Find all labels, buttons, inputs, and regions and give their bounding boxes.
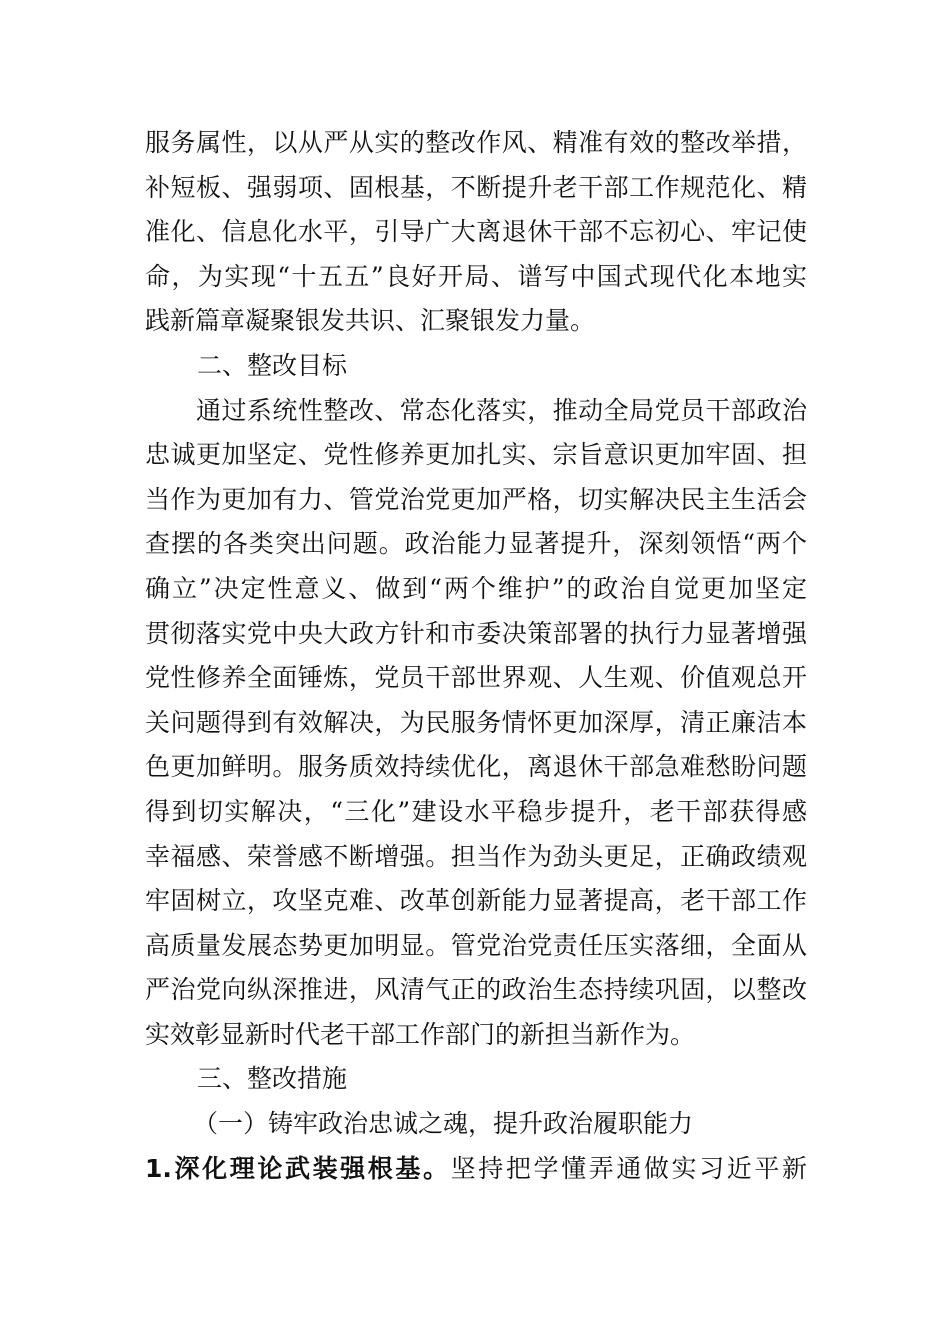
- paragraph-intro: [145, 121, 807, 344]
- text-line: 幸福感、荣誉感不断增强。担当作为劲头更足，正确政绩观: [145, 841, 807, 871]
- text-line: 当作为更加有力、管党治党更加严格，切实解决民主生活会: [145, 484, 807, 514]
- text-line: 贯彻落实党中央大政方针和市委决策部署的执行力显著增强: [145, 618, 807, 648]
- item-title: 1.深化理论武装强根基。: [145, 1153, 451, 1183]
- numbered-item: [145, 1147, 807, 1192]
- paragraph-goals: [145, 389, 807, 1058]
- text-line: 补短板、强弱项、固根基，不断提升老干部工作规范化、精: [145, 172, 807, 202]
- text-line: 确立”决定性意义、做到“两个维护”的政治自觉更加坚定: [145, 573, 807, 603]
- text-line: 严治党向纵深推进，风清气正的政治生态持续巩固，以整改: [145, 975, 807, 1005]
- item-text: 坚持把学懂弄通做实习近平新: [450, 1153, 807, 1183]
- document-page: [145, 121, 807, 1191]
- subsection-heading: （一）铸牢政治忠诚之魂，提升政治履职能力: [193, 1109, 694, 1139]
- text-line: 关问题得到有效解决，为民服务情怀更加深厚，清正廉洁本: [145, 707, 807, 737]
- text-line: 党性修养全面锤炼，党员干部世界观、人生观、价值观总开: [145, 663, 807, 693]
- text-line: 牢固树立，攻坚克难、改革创新能力显著提高，老干部工作: [145, 886, 807, 916]
- section-heading-measures: 三、整改措施: [197, 1064, 348, 1094]
- text-line: 实效彰显新时代老干部工作部门的新担当新作为。: [145, 1019, 696, 1049]
- section-heading-goals: 二、整改目标: [197, 350, 348, 380]
- text-line: 查摆的各类突出问题。政治能力显著提升，深刻领悟“两个: [145, 529, 807, 559]
- text-line: 得到切实解决，“三化”建设水平稳步提升，老干部获得感: [145, 796, 807, 826]
- text-line: 色更加鲜明。服务质效持续优化，离退休干部急难愁盼问题: [145, 752, 807, 782]
- text-line: 命，为实现“十五五”良好开局、谱写中国式现代化本地实: [145, 261, 807, 291]
- text-line: 服务属性，以从严从实的整改作风、精准有效的整改举措，: [145, 128, 807, 157]
- text-line: 践新篇章凝聚银发共识、汇聚银发力量。: [145, 306, 596, 336]
- text-line: 高质量发展态势更加明显。管党治党责任压实落细，全面从: [145, 930, 807, 960]
- text-line: 忠诚更加坚定、党性修养更加扎实、宗旨意识更加牢固、担: [145, 440, 807, 470]
- text-line: 准化、信息化水平，引导广大离退休干部不忘初心、牢记使: [145, 217, 807, 247]
- text-line: 通过系统性整改、常态化落实，推动全局党员干部政治: [145, 395, 807, 425]
